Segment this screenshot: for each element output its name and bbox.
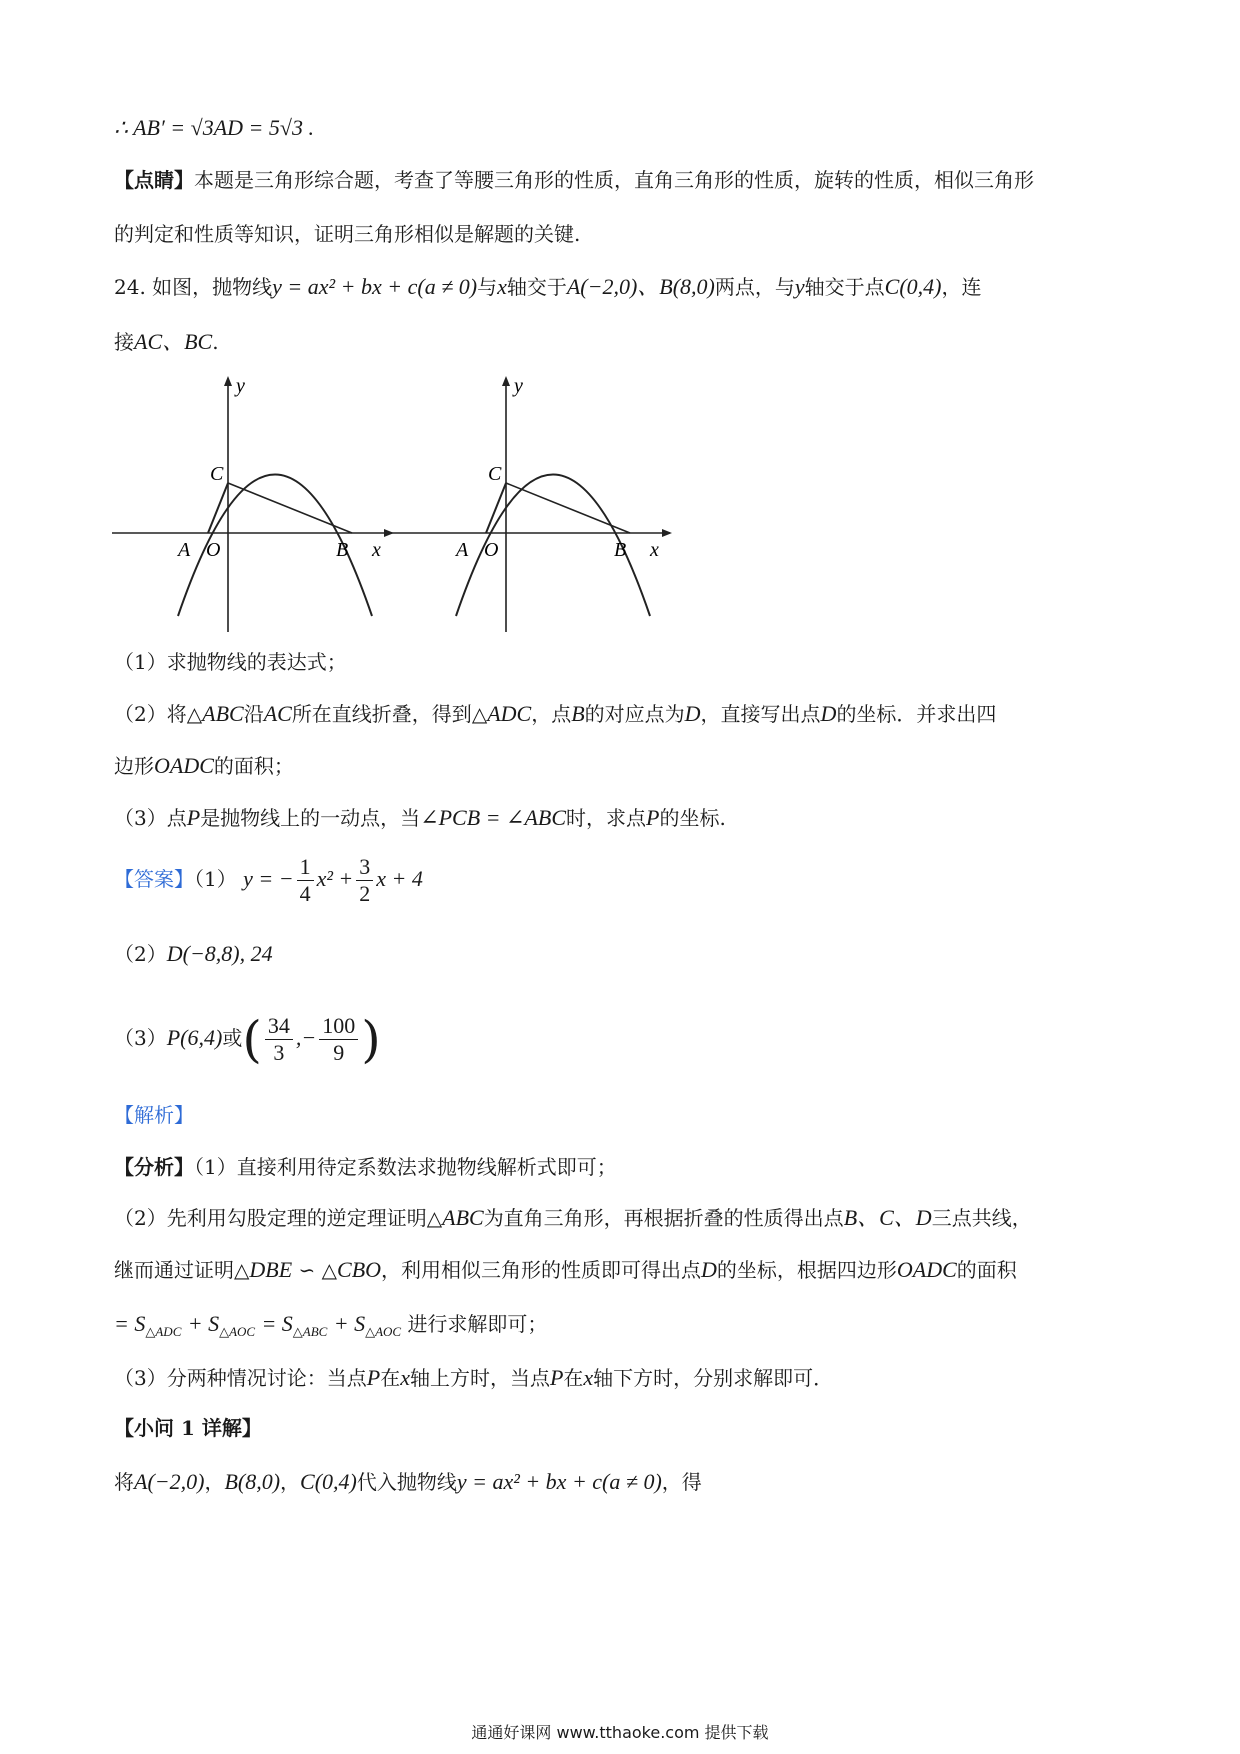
conclusion-line: [114, 114, 314, 142]
fenxi-sub: AOC: [229, 1324, 256, 1339]
fenxi-text: 在: [380, 1366, 401, 1390]
problem-text: 与: [477, 275, 498, 299]
detail-math: C(0,4): [300, 1469, 357, 1494]
fenxi-text: 继而通过证明: [114, 1258, 234, 1282]
problem-text: .: [212, 330, 219, 354]
question-2-line-1: （2）将△ABC沿AC所在直线折叠，得到△ADC，点B的对应点为D，直接写出点D的坐标．并求出四: [114, 701, 997, 726]
q2-text: （2）将: [114, 702, 187, 726]
fenxi-text: 的坐标，根据四边形: [716, 1258, 897, 1282]
answer-3-point: P(6,4): [166, 1025, 223, 1050]
fenxi-line-5: [114, 1364, 833, 1392]
detail-label: 【小问 1 详解】: [114, 1416, 262, 1440]
q2-point: D: [820, 701, 837, 726]
detail-text: 代入抛物线: [356, 1470, 457, 1494]
fenxi-line-1: [114, 1153, 617, 1181]
answer-3: （3）P(6,4)或( $\frac{34}{3}$ ,− $\frac{100}{9}$ ): [114, 1010, 381, 1069]
fenxi-math: x: [400, 1365, 410, 1390]
page-footer: 通通好课网 www.tthaoke.com 提供下载: [471, 1723, 769, 1742]
detail-math: y = ax² + bx + c(a ≠ 0): [456, 1469, 662, 1494]
q2-text: 所在直线折叠，得到: [291, 702, 472, 726]
q2-line-ac: AC: [263, 701, 292, 726]
fraction-denominator: 9: [333, 1040, 345, 1065]
fenxi-text: 轴下方时，分别求解即可．: [593, 1366, 834, 1390]
fenxi-math: P: [549, 1365, 564, 1390]
q2-text: ，点: [531, 702, 572, 726]
q2-point: D: [684, 701, 701, 726]
fenxi-math: ABC: [442, 1205, 484, 1230]
detail-text: 将: [114, 1470, 134, 1494]
note-line-1: [114, 166, 1034, 194]
answer-1: [114, 852, 423, 907]
q2-quadrilateral: OADC: [154, 753, 214, 778]
question-1: [114, 648, 347, 676]
fenxi-math: + S: [333, 1311, 366, 1336]
fraction-numerator: 1: [297, 854, 314, 881]
conclusion-formula: ∴ AB′ = √3AD = 5√3 .: [114, 115, 314, 140]
fenxi-math: x: [583, 1365, 594, 1390]
fraction-numerator: 3: [356, 854, 373, 881]
detail-line-1: [114, 1468, 702, 1496]
fraction: [297, 854, 314, 907]
note-line-2: [114, 220, 580, 248]
fenxi-math: D: [701, 1257, 717, 1282]
fenxi-text: 在: [563, 1366, 584, 1390]
fraction: [319, 1013, 358, 1066]
q2-text: 边形: [114, 754, 154, 778]
fenxi-math: = S: [114, 1311, 146, 1336]
fenxi-math: DBE: [249, 1257, 293, 1282]
analysis-heading: [114, 1101, 194, 1129]
label-x: x: [372, 539, 381, 561]
label-y: y: [514, 375, 523, 397]
question-3: [114, 804, 726, 832]
q2-point: B: [571, 701, 585, 726]
label-b: B: [336, 539, 349, 561]
fenxi-math: = S: [261, 1311, 293, 1336]
label-c: C: [210, 463, 224, 485]
label-o: O: [484, 539, 499, 561]
label-x: x: [650, 539, 659, 561]
analysis-label: 【解析】: [114, 1103, 194, 1127]
note-label: 【点睛】: [114, 168, 194, 192]
q2-text: 的面积；: [213, 754, 294, 778]
problem-line-2: [114, 328, 219, 356]
q3-text: （3）点: [114, 806, 187, 830]
detail-text: ，得: [661, 1470, 702, 1494]
fenxi-text: （3）分两种情况讨论：当点: [114, 1366, 367, 1390]
detail-text: ，: [280, 1470, 301, 1494]
fraction-denominator: 2: [359, 881, 371, 906]
problem-number: 24.: [114, 275, 146, 299]
q2-triangle-abc: ABC: [202, 701, 244, 726]
parabola-figure-right: [388, 372, 678, 634]
segment-cb: [228, 483, 352, 533]
label-b: B: [614, 539, 627, 561]
answer-1-lhs: y = −: [243, 866, 294, 891]
fenxi-text: 三点共线，: [931, 1206, 1032, 1230]
problem-intro: 如图，抛物线: [152, 275, 273, 299]
fraction-numerator: 34: [265, 1013, 293, 1040]
parabola-equation: y = ax² + bx + c(a ≠ 0): [272, 274, 478, 299]
fraction: [356, 854, 373, 907]
points-ab: A(−2,0)、B(8,0): [566, 274, 715, 299]
q2-text: 的对应点为: [584, 702, 685, 726]
problem-text: ，连: [941, 275, 982, 299]
fenxi-math: B、C、D: [843, 1205, 932, 1230]
y-axis-arrow: [502, 376, 510, 386]
problem-text: 轴交于: [506, 275, 567, 299]
answer-2-text: D(−8,8), 24: [166, 941, 273, 966]
answer-prefix: （1）: [194, 867, 237, 891]
problem-text: 轴交于点: [804, 275, 885, 299]
detail-math: A(−2,0): [134, 1469, 205, 1494]
q2-triangle-adc: ADC: [487, 701, 532, 726]
question-2-line-2: [114, 752, 294, 780]
q2-text: 的坐标．并求出四: [836, 702, 997, 726]
label-o: O: [206, 539, 221, 561]
fenxi-text: （1）直接利用待定系数法求抛物线解析式即可；: [194, 1155, 617, 1179]
question-1-text: （1）求抛物线的表达式；: [114, 650, 347, 674]
answer-3-sep: ,−: [295, 1025, 317, 1050]
fenxi-sub: ABC: [302, 1324, 328, 1339]
problem-text: 两点，与: [714, 275, 795, 299]
problem-text: 接: [114, 330, 134, 354]
q2-text: 沿: [243, 702, 264, 726]
note-text-2: 的判定和性质等知识，证明三角形相似是解题的关键.: [114, 222, 581, 246]
fenxi-text: 进行求解即可；: [407, 1312, 548, 1336]
fenxi-line-3: 继而通过证明△DBE ∽ △CBO，利用相似三角形的性质即可得出点D的坐标，根据四边形OADC的面积: [114, 1257, 1017, 1282]
parabola-figure-left: [110, 372, 400, 634]
fenxi-text: （2）先利用勾股定理的逆定理证明: [114, 1206, 427, 1230]
fenxi-sub: AOC: [375, 1324, 402, 1339]
q2-text: ，直接写出点: [700, 702, 821, 726]
q3-angle-condition: ∠PCB = ∠ABC: [420, 805, 567, 830]
detail-math: B(8,0): [224, 1469, 281, 1494]
fenxi-line-4: = $S_{\triangle ADC} + S_{\triangle AOC} = S_{\triangle ABC} + S_{\triangle AOC}$ 进行求解即可；: [114, 1311, 548, 1339]
fenxi-text: 为直角三角形，再根据折叠的性质得出点: [483, 1206, 844, 1230]
q3-text: 时，求点: [566, 806, 647, 830]
problem-line-1: 24. 如图，抛物线y = ax² + bx + c(a ≠ 0)与x轴交于A(−2,0)、B(8,0)两点，与y轴交于点C(0,4)，连: [114, 274, 982, 299]
fraction: [265, 1013, 293, 1066]
label-y: y: [236, 375, 245, 397]
detail-heading: [114, 1414, 262, 1442]
fenxi-math: CBO: [337, 1257, 382, 1282]
answer-1-tail: x + 4: [376, 866, 423, 891]
fraction-denominator: 4: [299, 881, 311, 906]
segment-ac: [208, 483, 228, 533]
fenxi-text: 的面积: [956, 1258, 1017, 1282]
answer-2: [114, 940, 273, 968]
note-text-1: 本题是三角形综合题，考查了等腰三角形的性质，直角三角形的性质，旋转的性质，相似三角形: [194, 168, 1034, 192]
answer-3-or: 或: [222, 1026, 243, 1050]
fenxi-sub: ADC: [155, 1324, 182, 1339]
fenxi-math: P: [366, 1365, 381, 1390]
fenxi-math: + S: [187, 1311, 220, 1336]
answer-label: 【答案】: [114, 867, 194, 891]
point-c: C(0,4): [884, 274, 942, 299]
fenxi-math: OADC: [896, 1257, 957, 1282]
fenxi-label: 【分析】: [114, 1155, 194, 1179]
label-a: A: [178, 539, 191, 561]
q3-point: P: [646, 805, 660, 830]
q3-point: P: [186, 805, 201, 830]
fenxi-line-2: （2）先利用勾股定理的逆定理证明△ABC为直角三角形，再根据折叠的性质得出点B、C、D三点共线，: [114, 1205, 1032, 1230]
segment-ac: [486, 483, 506, 533]
fraction-numerator: 100: [319, 1013, 358, 1040]
fraction-denominator: 3: [273, 1040, 285, 1065]
fenxi-text: ，利用相似三角形的性质即可得出点: [381, 1258, 702, 1282]
label-a: A: [456, 539, 469, 561]
segments-ac-bc: AC、BC: [134, 329, 213, 354]
fenxi-text: 轴上方时，当点: [409, 1366, 550, 1390]
answer-1-mid: x² +: [316, 866, 354, 891]
answer-prefix: （3）: [114, 1026, 167, 1050]
y-axis-arrow: [224, 376, 232, 386]
label-c: C: [488, 463, 502, 485]
segment-cb: [506, 483, 630, 533]
answer-prefix: （2）: [114, 942, 167, 966]
detail-text: ，: [204, 1470, 225, 1494]
q3-text: 是抛物线上的一动点，当: [200, 806, 421, 830]
q3-text: 的坐标.: [659, 806, 726, 830]
x-axis-arrow: [662, 529, 672, 537]
